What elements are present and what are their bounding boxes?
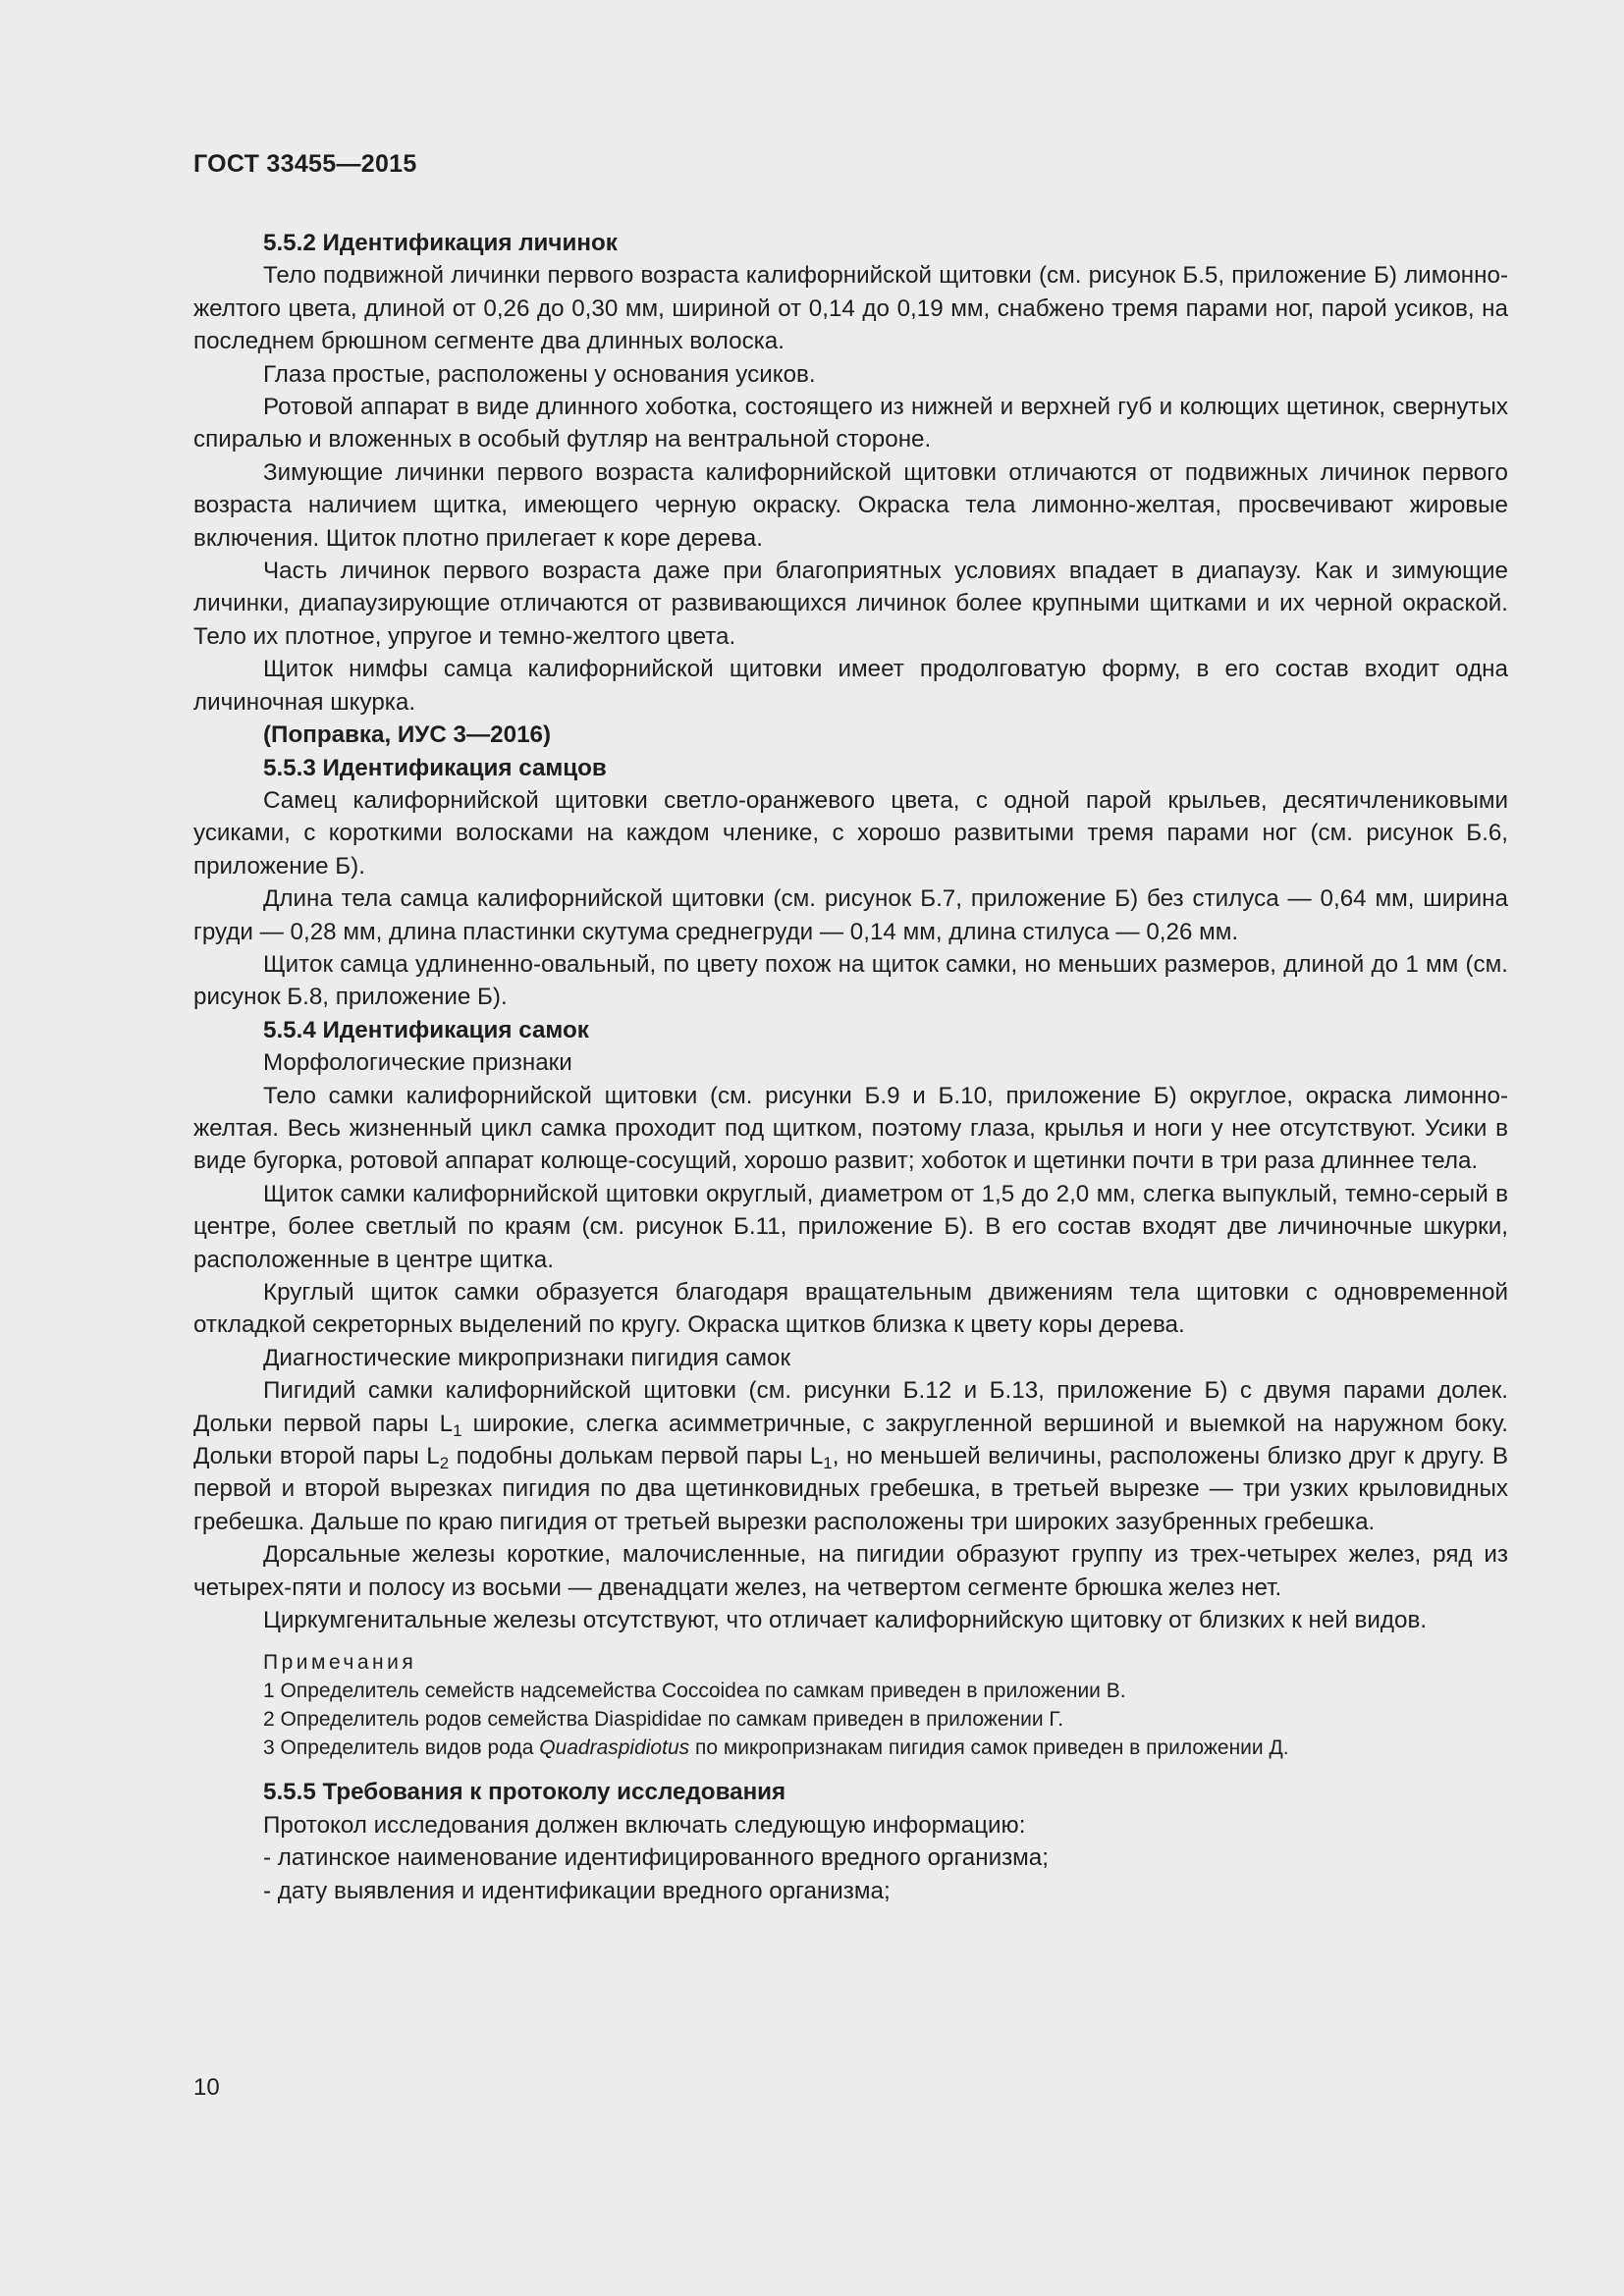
text-run: широкие, слегка асимметричные, с закругленной вершиной и выемкой на наружном боку. Дольки второй пары L: [193, 1410, 1509, 1470]
section-5-5-3-heading: 5.5.3 Идентификация самцов: [263, 754, 607, 781]
note-item: [263, 1734, 1508, 1762]
list-item: - дату выявления и идентификации вредного организма;: [263, 1877, 891, 1904]
paragraph: Циркумгенитальные железы отсутствуют, что отличает калифорнийскую щитовку от близких к ней видов.: [263, 1607, 1428, 1634]
notes-block: [263, 1648, 1508, 1762]
text-run: 3 Определитель видов рода: [263, 1736, 540, 1760]
italic-genus: Quadraspidiotus: [539, 1736, 690, 1760]
section-5-5-5-heading: 5.5.5 Требования к протоколу исследования: [263, 1779, 786, 1806]
subscript: 1: [453, 1420, 462, 1440]
amendment-note: (Поправка, ИУС 3—2016): [263, 721, 552, 749]
page-number: 10: [193, 2074, 220, 2101]
text-run: , но меньшей величины, расположены близко друг к другу. В первой и второй вырезках пигидия по два щетинковидных гребешка, в третьей вырезке — три узких крыловидных гребешка. Дальше по краю пигидия от третьей вырезки расположены три широких зазубренных гребешка.: [193, 1443, 1508, 1535]
paragraph: Тело самки калифорнийской щитовки (см. рисунки Б.9 и Б.10, приложение Б) округлое, окраска лимонно-желтая. Весь жизненный цикл самка проходит под щитком, поэтому глаза, крылья и ноги у нее отсутствуют. Усики в виде бугорка, ротовой аппарат колюще-сосущий, хорошо развит; хоботок и щетинки почти в три раза длиннее тела.: [193, 1082, 1508, 1175]
paragraph: Щиток самца удлиненно-овальный, по цвету похож на щиток самки, но меньших размеров, длиной до 1 мм (см. рисунок Б.8, приложение Б).: [193, 950, 1508, 1011]
paragraph: Тело подвижной личинки первого возраста калифорнийской щитовки (см. рисунок Б.5, приложение Б) лимонно-желтого цвета, длиной от 0,26 до 0,30 мм, шириной от 0,14 до 0,19 мм, снабжено тремя парами ног, парой усиков, на последнем брюшном сегменте два длинных волоска.: [193, 262, 1508, 355]
paragraph: Ротовой аппарат в виде длинного хоботка, состоящего из нижней и верхней губ и колющих щетинок, свернутых спиралью и вложенных в особый футляр на вентральной стороне.: [193, 394, 1508, 454]
paragraph: Протокол исследования должен включать следующую информацию:: [263, 1811, 1026, 1839]
section-5-5-4-heading: 5.5.4 Идентификация самок: [263, 1016, 589, 1043]
document-code: ГОСТ 33455—2015: [193, 150, 417, 178]
paragraph: Длина тела самца калифорнийской щитовки (см. рисунок Б.7, приложение Б) без стилуса — 0,64 мм, ширина груди — 0,28 мм, длина пластинки скутума среднегруди — 0,14 мм, длина стилуса — 0,26 мм.: [193, 885, 1508, 945]
text-run: подобны долькам первой пары L: [449, 1443, 824, 1470]
notes-title: Примечания: [263, 1651, 417, 1675]
paragraph: Часть личинок первого возраста даже при благоприятных условиях впадает в диапаузу. Как и зимующие личинки, диапаузирующие отличаются от развивающихся личинок более крупными щитками и их черной окраской. Тело их плотное, упругое и темно-желтого цвета.: [193, 558, 1508, 650]
paragraph: Щиток нимфы самца калифорнийской щитовки имеет продолговатую форму, в его состав входит одна личиночная шкурка.: [193, 656, 1508, 716]
subheading-diagnostics: Диагностические микропризнаки пигидия самок: [263, 1344, 791, 1371]
section-5-5-2-heading: 5.5.2 Идентификация личинок: [263, 230, 618, 256]
text-run: по микропризнакам пигидия самок приведен в приложении Д.: [689, 1736, 1289, 1760]
paragraph: Дорсальные железы короткие, малочисленные, на пигидии образуют группу из трех-четырех желез, ряд из четырех-пяти и полосу из восьми — двенадцати желез, на четвертом сегменте брюшка желез нет.: [193, 1541, 1508, 1601]
paragraph-pygidium: [193, 1374, 1508, 1538]
note-item: 1 Определитель семейств надсемейства Coccoidea по самкам приведен в приложении В.: [263, 1680, 1126, 1703]
paragraph: Зимующие личинки первого возраста калифорнийской щитовки отличаются от подвижных личинок первого возраста наличием щитка, имеющего черную окраску. Окраска тела лимонно-желтая, просвечивают жировые включения. Щиток плотно прилегает к коре дерева.: [193, 458, 1508, 552]
list-item: - латинское наименование идентифицированного вредного организма;: [263, 1844, 1049, 1872]
document-body: [193, 227, 1508, 1907]
paragraph: Глаза простые, расположены у основания усиков.: [263, 360, 816, 388]
note-item: 2 Определитель родов семейства Diaspididae по самкам приведен в приложении Г.: [263, 1708, 1064, 1732]
paragraph: Самец калифорнийской щитовки светло-оранжевого цвета, с одной парой крыльев, десятичлениковыми усиками, с короткими волосками на каждом членике, с хорошо развитыми тремя парами ног (см. рисунок Б.6, приложение Б).: [193, 786, 1508, 880]
paragraph: Круглый щиток самки образуется благодаря вращательным движениям тела щитовки с одновременной откладкой секреторных выделений по кругу. Окраска щитков близка к цвету коры дерева.: [193, 1279, 1508, 1339]
subscript: 1: [823, 1454, 833, 1473]
subscript: 2: [439, 1454, 450, 1473]
text-run: Пигидий самки калифорнийской щитовки (см. рисунки Б.12 и Б.13, приложение Б) с двумя парами долек. Дольки первой пары L: [193, 1377, 1508, 1437]
paragraph: Щиток самки калифорнийской щитовки округлый, диаметром от 1,5 до 2,0 мм, слегка выпуклый, темно-серый в центре, более светлый по краям (см. рисунок Б.11, приложение Б). В его состав входят две личиночные шкурки, расположенные в центре щитка.: [193, 1180, 1508, 1273]
subheading-morphology: Морфологические признаки: [263, 1049, 572, 1077]
